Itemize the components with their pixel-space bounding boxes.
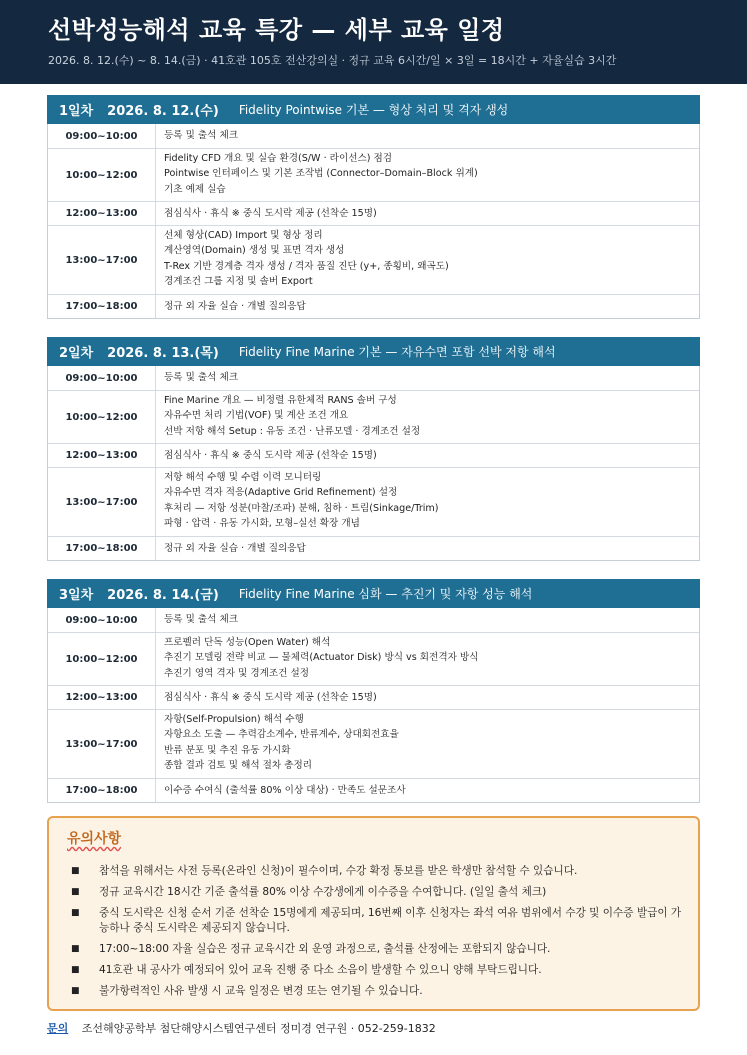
session-line: 자항(Self-Propulsion) 해석 수행	[164, 714, 304, 725]
schedule-row	[48, 390, 699, 443]
session-content	[156, 391, 699, 443]
session-line: 프로펠러 단독 성능(Open Water) 해석	[164, 637, 331, 648]
session-line: 선체 형상(CAD) Import 및 형상 정리	[164, 230, 323, 241]
schedule-row	[48, 685, 699, 709]
schedule-row	[48, 443, 699, 467]
session-line: 반류 분포 및 추진 유동 가시화	[164, 744, 291, 756]
session-line: 정규 외 자율 실습 · 개별 질의응답	[164, 301, 306, 312]
time-slot: 17:00~18:00	[48, 779, 156, 802]
session-line: Fine Marine 개요 — 비정렬 유한체적 RANS 솔버 구성	[164, 395, 397, 406]
time-slot: 10:00~12:00	[48, 149, 156, 201]
notice-item	[67, 963, 682, 978]
day-section-2	[47, 337, 700, 561]
notice-item	[67, 864, 682, 879]
time-slot: 13:00~17:00	[48, 468, 156, 536]
session-line: 추진기 영역 격자 및 경계조건 설정	[164, 667, 309, 679]
session-line: 등록 및 출석 체크	[164, 372, 239, 383]
time-slot: 13:00~17:00	[48, 710, 156, 778]
bullet-icon: ■	[71, 866, 80, 876]
session-content	[156, 202, 699, 225]
session-line: 등록 및 출석 체크	[164, 130, 239, 141]
bullet-icon: ■	[71, 887, 80, 897]
day-date: 2026. 8. 13.(목)	[107, 346, 219, 361]
page-header	[0, 0, 747, 84]
day-number: 2일차	[59, 346, 94, 361]
schedule-row	[48, 536, 699, 560]
time-slot: 17:00~18:00	[48, 295, 156, 318]
schedule-table	[47, 124, 700, 319]
session-line: Fidelity CFD 개요 및 실습 환경(S/W · 라이선스) 점검	[164, 153, 393, 164]
session-line: 자항요소 도출 — 추력감소계수, 반류계수, 상대회전효율	[164, 729, 399, 741]
contact-info: 조선해양공학부 첨단해양시스템연구센터 정미경 연구원 · 052-259-1832	[81, 1022, 436, 1035]
schedule-row	[48, 778, 699, 802]
session-content	[156, 710, 699, 778]
day-section-1	[47, 95, 700, 319]
notice-item	[67, 984, 682, 999]
notice-text: 41호관 내 공사가 예정되어 있어 교육 진행 중 다소 소음이 발생할 수 있으니 양해 부탁드립니다.	[99, 964, 542, 976]
session-content	[156, 366, 699, 390]
session-line: 추진기 모델링 전략 비교 — 물체력(Actuator Disk) 방식 vs 회전격자 방식	[164, 652, 479, 664]
day-section-3	[47, 579, 700, 803]
session-line: 종합 결과 검토 및 해석 절차 총정리	[164, 759, 313, 771]
session-line: 정규 외 자율 실습 · 개별 질의응답	[164, 543, 306, 554]
session-content	[156, 633, 699, 685]
schedule-row	[48, 225, 699, 294]
session-content	[156, 124, 699, 148]
notice-item	[67, 885, 682, 900]
time-slot: 09:00~10:00	[48, 366, 156, 390]
notice-list	[67, 864, 682, 999]
session-line: 계산영역(Domain) 생성 및 표면 격자 생성	[164, 245, 345, 257]
schedule-table	[47, 366, 700, 561]
day-topic: Fidelity Pointwise 기본 — 형상 처리 및 격자 생성	[238, 103, 509, 117]
contact-footer	[47, 1020, 436, 1036]
time-slot: 10:00~12:00	[48, 391, 156, 443]
time-slot: 12:00~13:00	[48, 686, 156, 709]
notice-box	[47, 816, 700, 1011]
day-number: 3일차	[59, 588, 94, 603]
notice-text: 정규 교육시간 18시간 기준 출석률 80% 이상 수강생에게 이수증을 수여합니다. (일일 출석 체크)	[99, 886, 547, 898]
session-content	[156, 295, 699, 318]
bullet-icon: ■	[71, 965, 80, 975]
time-slot: 12:00~13:00	[48, 202, 156, 225]
session-line: 점심식사 · 휴식 ※ 중식 도시락 제공 (선착순 15명)	[164, 692, 377, 703]
schedule-row	[48, 366, 699, 390]
schedule-row	[48, 608, 699, 632]
session-line: 점심식사 · 휴식 ※ 중식 도시락 제공 (선착순 15명)	[164, 208, 377, 219]
bullet-icon: ■	[71, 908, 80, 918]
notice-text: 17:00~18:00 자율 실습은 정규 교육시간 외 운영 과정으로, 출석률 산정에는 포함되지 않습니다.	[99, 943, 551, 955]
day-date: 2026. 8. 14.(금)	[107, 588, 219, 603]
schedule-row	[48, 294, 699, 318]
session-line: 파형 · 압력 · 유동 가시화, 모형–실선 확장 개념	[164, 517, 360, 529]
session-line: 기초 예제 실습	[164, 183, 226, 195]
schedule-row	[48, 148, 699, 201]
notice-item	[67, 942, 682, 957]
session-content	[156, 779, 699, 802]
time-slot: 09:00~10:00	[48, 608, 156, 632]
session-line: 선박 저항 해석 Setup : 유동 조건 · 난류모델 · 경계조건 설정	[164, 425, 421, 437]
bullet-icon: ■	[71, 986, 80, 996]
notice-text: 불가항력적인 사유 발생 시 교육 일정은 변경 또는 연기될 수 있습니다.	[99, 985, 423, 997]
session-line: 자유수면 격자 적응(Adaptive Grid Refinement) 설정	[164, 487, 398, 499]
session-line: Pointwise 인터페이스 및 기본 조작법 (Connector–Domain–Block 위계)	[164, 168, 478, 180]
session-line: T-Rex 기반 경계층 격자 생성 / 격자 품질 진단 (y+, 종횡비, 왜곡도)	[164, 260, 449, 272]
notice-title: 유의사항	[67, 831, 122, 847]
schedule-row	[48, 124, 699, 148]
session-line: 후처리 — 저항 성분(마찰/조파) 분해, 침하 · 트림(Sinkage/Trim)	[164, 502, 439, 514]
session-line: 등록 및 출석 체크	[164, 614, 239, 625]
day-date: 2026. 8. 12.(수)	[107, 104, 219, 119]
session-line: 경계조건 그룹 지정 및 솔버 Export	[164, 275, 313, 287]
day-number: 1일차	[59, 104, 94, 119]
day-topic: Fidelity Fine Marine 기본 — 자유수면 포함 선박 저항 해석	[238, 345, 556, 359]
session-content	[156, 608, 699, 632]
time-slot: 09:00~10:00	[48, 124, 156, 148]
session-line: 이수증 수여식 (출석률 80% 이상 대상) · 만족도 설문조사	[164, 785, 406, 796]
session-line: 저항 해석 수행 및 수렴 이력 모니터링	[164, 472, 322, 483]
session-content	[156, 468, 699, 536]
day-header	[47, 337, 700, 366]
session-content	[156, 686, 699, 709]
time-slot: 10:00~12:00	[48, 633, 156, 685]
session-content	[156, 537, 699, 560]
schedule-row	[48, 709, 699, 778]
day-header	[47, 579, 700, 608]
session-content	[156, 149, 699, 201]
schedule-row	[48, 632, 699, 685]
contact-label: 문의	[47, 1022, 69, 1035]
page-title: 선박성능해석 교육 특강 — 세부 교육 일정	[48, 16, 505, 44]
day-topic: Fidelity Fine Marine 심화 — 추진기 및 자항 성능 해석	[238, 587, 533, 601]
notice-text: 중식 도시락은 신청 순서 기준 선착순 15명에게 제공되며, 16번째 이후 신청자는 좌석 여유 범위에서 수강 및 이수증 발급이 가능하나 중식 도시락은 제공되지 않습니다.	[99, 907, 682, 934]
schedule-row	[48, 201, 699, 225]
notice-item	[67, 906, 682, 936]
schedule-table	[47, 608, 700, 803]
session-line: 점심식사 · 휴식 ※ 중식 도시락 제공 (선착순 15명)	[164, 450, 377, 461]
time-slot: 12:00~13:00	[48, 444, 156, 467]
session-content	[156, 226, 699, 294]
notice-text: 참석을 위해서는 사전 등록(온라인 신청)이 필수이며, 수강 확정 통보를 받은 학생만 참석할 수 있습니다.	[99, 865, 578, 877]
session-line: 자유수면 처리 기법(VOF) 및 계산 조건 개요	[164, 410, 349, 422]
schedule-row	[48, 467, 699, 536]
time-slot: 13:00~17:00	[48, 226, 156, 294]
bullet-icon: ■	[71, 944, 80, 954]
day-header	[47, 95, 700, 124]
session-content	[156, 444, 699, 467]
time-slot: 17:00~18:00	[48, 537, 156, 560]
page-subtitle: 2026. 8. 12.(수) ~ 8. 14.(금) · 41호관 105호 전산강의실 · 정규 교육 6시간/일 × 3일 = 18시간 + 자율실습 3시간	[48, 54, 617, 67]
